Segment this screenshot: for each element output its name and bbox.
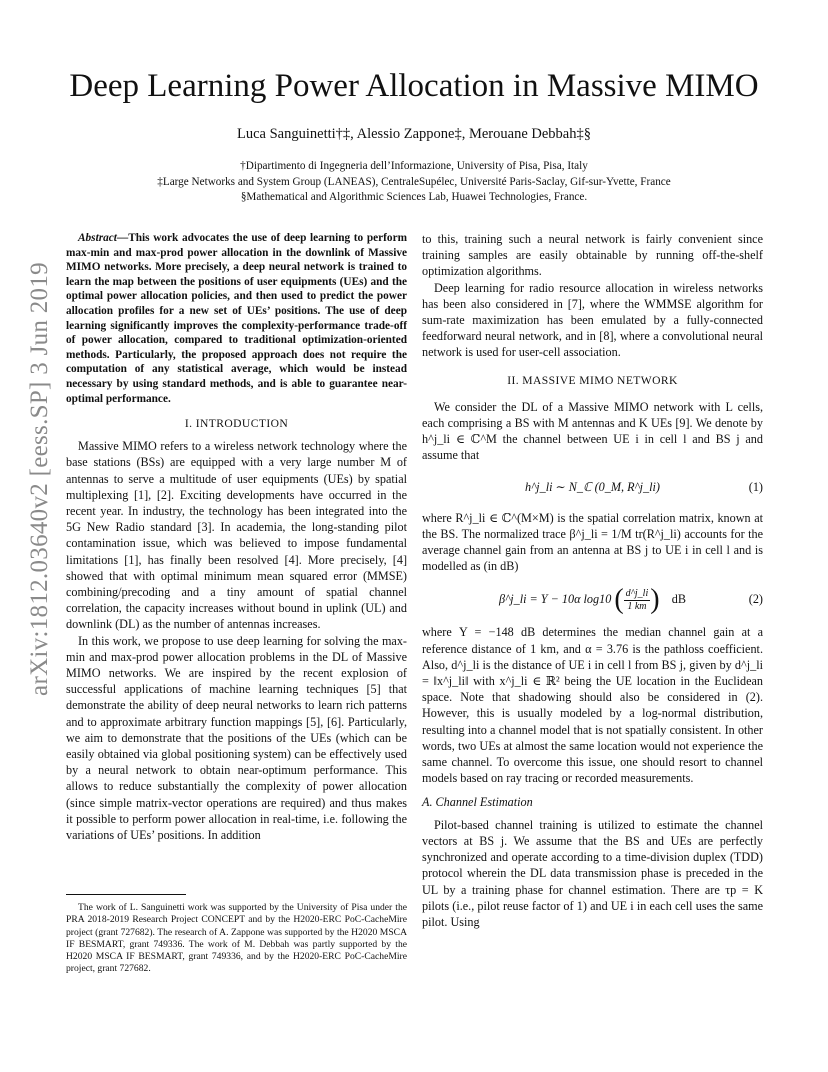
right-paragraph-5: Pilot-based channel training is utilized to estimate the channel vectors at BS j. We assume that the BS and UEs are perfectly synchronized and operate according to a time-division duplex (TDD) protocol wherein the DL data transmission phase is preceded in the UL by a training phase for channel estimation. There are τp = K pilots (i.e., pilot reuse factor of 1) and UE i in each cell uses the same pilot. Using [422,817,763,929]
right-paragraph-0: to this, training such a neural network is fairly convenient since training samples are easily obtainable by running off-the-shelf optimization algorithms. [422,232,763,279]
section-heading-introduction: I. INTRODUCTION [184,417,289,430]
section-heading-massive-mimo: II. MASSIVE MIMO NETWORK [507,373,678,387]
affiliation-1: †Dipartimento di Ingegneria dell’Informazione, University of Pisa, Pisa, Italy [240,160,588,172]
right-paragraph-2: We consider the DL of a Massive MIMO network with L cells, each comprising a BS with M antennas and K UEs [9]. We denote by h^j_li ∈ ℂ^M the channel between UE i in cell l and BS j and assume that [422,399,763,463]
affiliation-2: ‡Large Networks and System Group (LANEAS), CentraleSupélec, Université Paris-Saclay, Gif-sur-Yvette, France [157,175,671,188]
abstract-label: Abstract [78,232,117,244]
right-paragraph-1: Deep learning for radio resource allocation in wireless networks has been also considered in [7], where the WMMSE algorithm for sum-rate maximization has been emulated by a fully-connected feedforward neural network, and in [8], where a convolutional neural network is used for user-cell association. [422,280,763,360]
author-list: Luca Sanguinetti†‡, Alessio Zappone‡, Merouane Debbah‡§ [237,126,591,142]
equation-2-unit: dB [671,592,686,607]
right-column [422,231,763,930]
intro-paragraph-1: Massive MIMO refers to a wireless network technology where the base stations (BSs) are equipped with a very large number M of antennas to serve a multitude of user equipments (UEs) by spatial multiplexing [1], [2]. Exciting developments have occurred in the recent year. In industry, the technology has been integrated into the 5G New Radio standard [3]. In academia, the long-standing pilot contamination issue, which was believed to impose fundamental limitations [1], has finally been resolved [4]. More precisely, [4] showed that with optimal minimum mean squared error (MMSE) combining/precoding and a tiny amount of spatial channel correlation, the capacity increases without bound in uplink (UL) and downlink (DL) as the number of antennas increases. [66,439,407,632]
equation-1-body: h^j_li ∼ N_ℂ (0_M, R^j_li) [525,479,660,494]
right-paragraph-3: where R^j_li ∈ ℂ^(M×M) is the spatial correlation matrix, known at the BS. The normalized trace β^j_li = 1/M tr(R^j_li) accounts for the average channel gain from an antenna at BS j to UE i in cell l and is modelled as (in dB) [422,510,763,574]
left-column [66,416,407,843]
abstract-text: —This work advocates the use of deep learning to perform max-min and max-prod power allocation in the downlink of Massive MIMO networks. More precisely, a deep neural network is trained to learn the map between the positions of user equipments (UEs) and the optimal power allocation policies, and then used to predict the power allocation profiles for a new set of UEs’ positions. The use of deep learning significantly improves the complexity-performance trade-off of power allocation, compared to traditional optimization-oriented methods. Particularly, the proposed approach does not require the computation of any statistical average, which would be instead necessary by using standard methods, and is able to guarantee near-optimal performance. [66,232,407,405]
affiliation-3: §Mathematical and Algorithmic Sciences Lab, Huawei Technologies, France. [240,191,588,204]
intro-paragraph-2: In this work, we propose to use deep learning for solving the max-min and max-prod power allocation problems in the DL of Massive MIMO networks. We are inspired by the recent explosion of successful applications of machine learning techniques [5] that demonstrate the ability of deep neural networks to learn rich patterns and to approximate arbitrary function mappings [5], [6]. Particularly, we aim to demonstrate that the positions of the UEs (which can be easily obtained via global positioning system) can be effectively used by a neural network to obtain near-optimum performance. This allows to reduce substantially the complexity of power allocation (since simple matrix-vector operations are required) and thus makes it possible to perform power allocation in real-time, i.e. following the variations of UEs’ positions. In addition [66,633,407,843]
abstract [66,231,407,406]
equation-2-lhs: β^j_li = Υ − 10α log10 [499,592,612,607]
right-paragraph-4: where Υ = −148 dB determines the median channel gain at a reference distance of 1 km, and α = 3.76 is the pathloss coefficient. Also, d^j_li is the distance of UE i in cell l from BS j, given by d^j_li = ‖x^j_li‖ with x^j_li ∈ ℝ² being the UE location in the Euclidean space. Note that shadowing should also be considered in (2). However, this is usually modeled by a log-normal distribution, resulting into a channel model that is not spatially consistent. In other words, two UEs at almost the same location would not experience the same channel. To overcome this issue, one should resort to channel models based on ray tracing or recorded measurements. [422,625,763,786]
subsection-heading-channel-estimation: A. Channel Estimation [422,795,533,810]
footnote: The work of L. Sanguinetti work was supported by the University of Pisa under the PRA 2018-2019 Research Project CONCEPT and by the H2020-ERC PoC-CacheMire project (grant 727682). The research of A. Zappone was supported by the H2020 MSCA IF BESMART, grant 749336. The work of M. Debbah was partly supported by the H2020 MSCA IF BESMART, grant 749336, and by the H2020-ERC PoC-CacheMire project, grant 727682. [66,902,407,975]
equation-1 [422,470,763,504]
equation-2-number: (2) [748,592,763,607]
equation-2-fraction [624,588,651,613]
paper-title: Deep Learning Power Allocation in Massive MIMO [69,68,759,104]
arxiv-identifier: arXiv:1812.03640v2 [eess.SP] 3 Jun 2019 [26,262,53,696]
equation-2-denominator: 1 km [627,601,647,613]
equation-2-numerator: d^j_li [625,588,649,600]
affiliations [0,159,828,206]
equation-2: β^j_li = Υ − 10α log10 ( $\frac{d\^{}j\_li}{1 km}$ ) dB (2) [422,580,763,618]
footnote-rule [66,894,186,895]
equation-1-number: (1) [748,479,763,494]
